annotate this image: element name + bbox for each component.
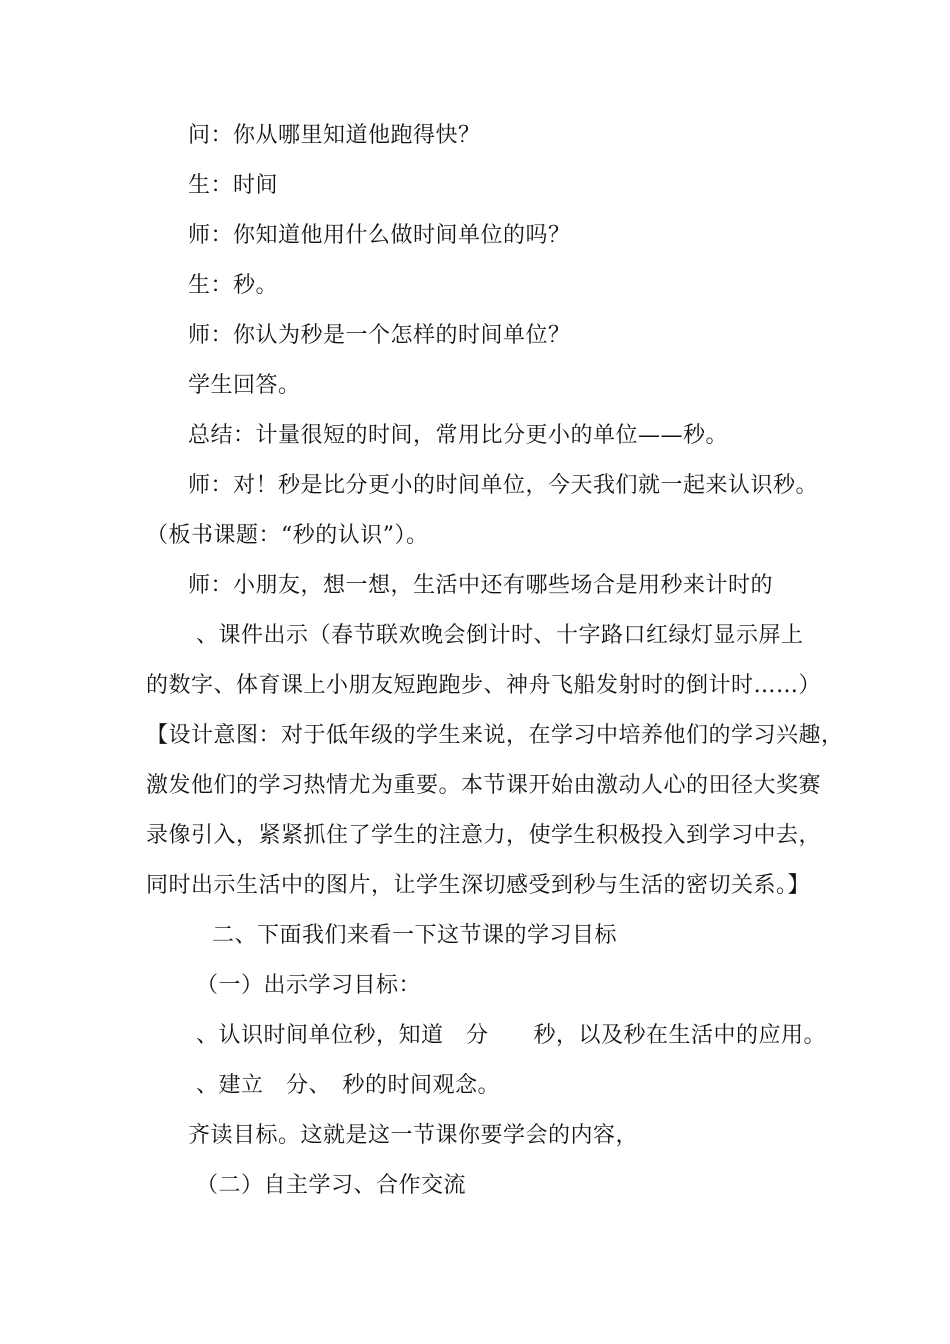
text-line: 生：秒。: [188, 273, 279, 298]
text-line: 录像引入，紧紧抓住了学生的注意力，使学生积极投入到学习中去，: [146, 823, 822, 848]
text-line: 、认识时间单位秒，知道 分 秒，以及秒在生活中的应用。: [196, 1023, 827, 1048]
text-line: 师：你认为秒是一个怎样的时间单位？: [188, 323, 571, 348]
text-line: 、建立 分、 秒的时间观念。: [196, 1073, 501, 1098]
text-line: 师：你知道他用什么做时间单位的吗？: [188, 223, 571, 248]
subsection-heading: （二）自主学习、合作交流: [196, 1173, 467, 1198]
text-line: 总结：计量很短的时间，常用比分更小的单位——秒。: [188, 423, 729, 448]
text-line: 激发他们的学习热情尤为重要。本节课开始由激动人心的田径大奖赛: [146, 773, 822, 798]
text-line: 师：对！秒是比分更小的时间单位，今天我们就一起来认识秒。: [188, 473, 819, 498]
text-line: 师：小朋友，想一想，生活中还有哪些场合是用秒来计时的: [188, 573, 774, 598]
text-line: 问：你从哪里知道他跑得快？: [188, 123, 481, 148]
subsection-heading: （一）出示学习目标：: [196, 973, 422, 998]
text-line: 、课件出示（春节联欢晚会倒计时、十字路口红绿灯显示屏上: [196, 623, 804, 648]
text-line: 生：时间: [188, 173, 279, 198]
text-line: （板书课题：“秒的认识”）。: [146, 523, 429, 548]
text-line: 齐读目标。这就是这一节课你要学会的内容，: [188, 1123, 639, 1148]
text-line: 学生回答。: [188, 373, 301, 398]
text-line: 同时出示生活中的图片，让学生深切感受到秒与生活的密切关系。】: [146, 873, 811, 898]
text-line: 的数字、体育课上小朋友短跑跑步、神舟飞船发射时的倒计时……）: [146, 673, 822, 698]
section-heading: 二、下面我们来看一下这节课的学习目标: [212, 923, 618, 948]
text-line: 【设计意图：对于低年级的学生来说，在学习中培养他们的学习兴趣，: [146, 723, 844, 748]
